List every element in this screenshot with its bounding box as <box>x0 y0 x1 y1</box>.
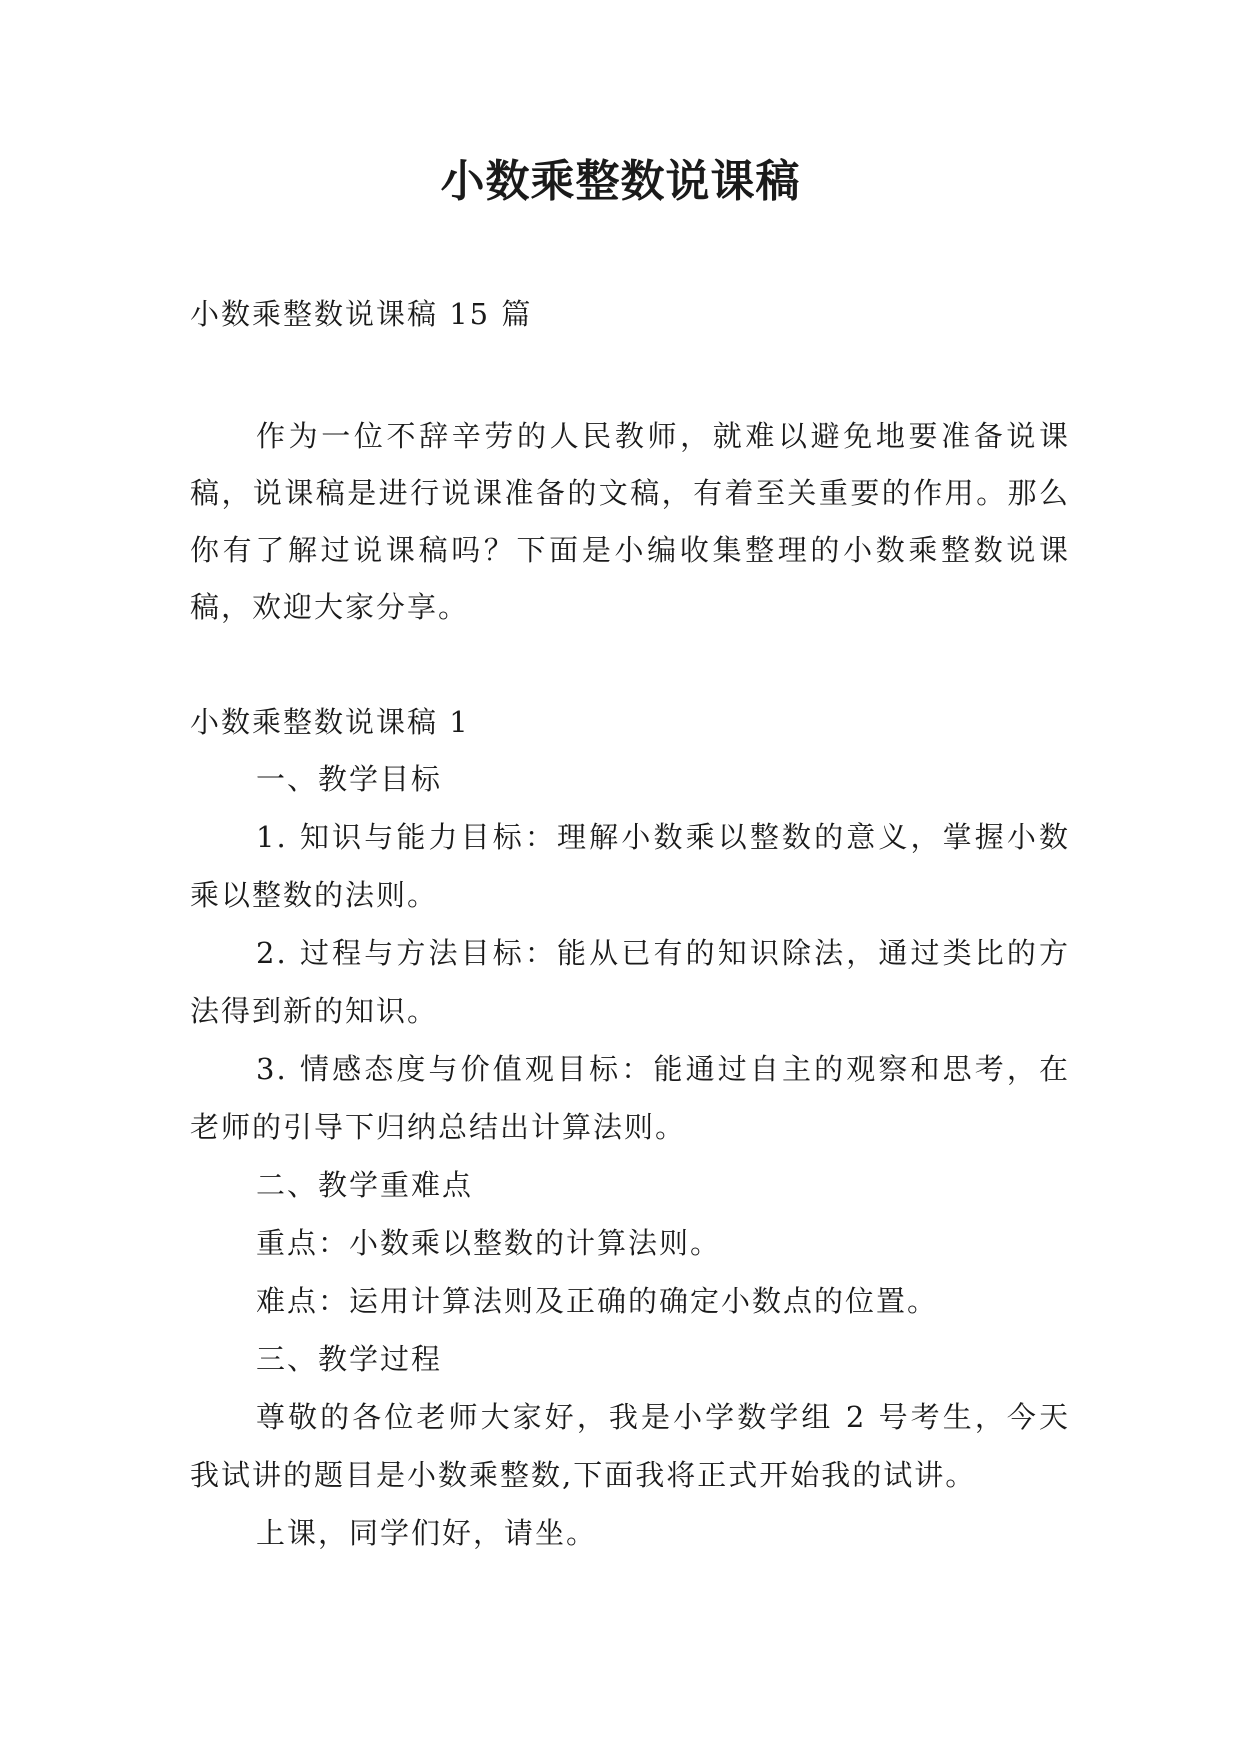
opening-speech: 尊敬的各位老师大家好，我是小学数学组 2 号考生，今天我试讲的题目是小数乘整数,下面我将正式开始我的试讲。 <box>190 1400 1070 1492</box>
goal-knowledge-ability: 1. 知识与能力目标：理解小数乘以整数的意义，掌握小数乘以整数的法则。 <box>190 820 1070 912</box>
class-greeting: 上课，同学们好，请坐。 <box>256 1516 598 1550</box>
heading-teaching-goals: 一、教学目标 <box>256 762 443 796</box>
key-point: 重点：小数乘以整数的计算法则。 <box>256 1226 722 1260</box>
section-body <box>190 750 1070 1562</box>
goal-process-method: 2. 过程与方法目标：能从已有的知识除法，通过类比的方法得到新的知识。 <box>190 936 1070 1028</box>
goal-emotion-values: 3. 情感态度与价值观目标：能通过自主的观察和思考，在老师的引导下归纳总结出计算法则。 <box>190 1052 1070 1144</box>
section-title: 小数乘整数说课稿 1 <box>190 705 470 739</box>
difficult-point: 难点：运用计算法则及正确的确定小数点的位置。 <box>256 1284 939 1318</box>
document-title: 小数乘整数说课稿 <box>440 156 801 207</box>
heading-key-difficult-points: 二、教学重难点 <box>256 1168 474 1202</box>
intro-paragraph: 作为一位不辞辛劳的人民教师，就难以避免地要准备说课稿，说课稿是进行说课准备的文稿，有着至关重要的作用。那么你有了解过说课稿吗？下面是小编收集整理的小数乘整数说课稿，欢迎大家分享。 <box>190 419 1070 624</box>
heading-teaching-process: 三、教学过程 <box>256 1342 443 1376</box>
document-subtitle: 小数乘整数说课稿 15 篇 <box>190 297 533 331</box>
